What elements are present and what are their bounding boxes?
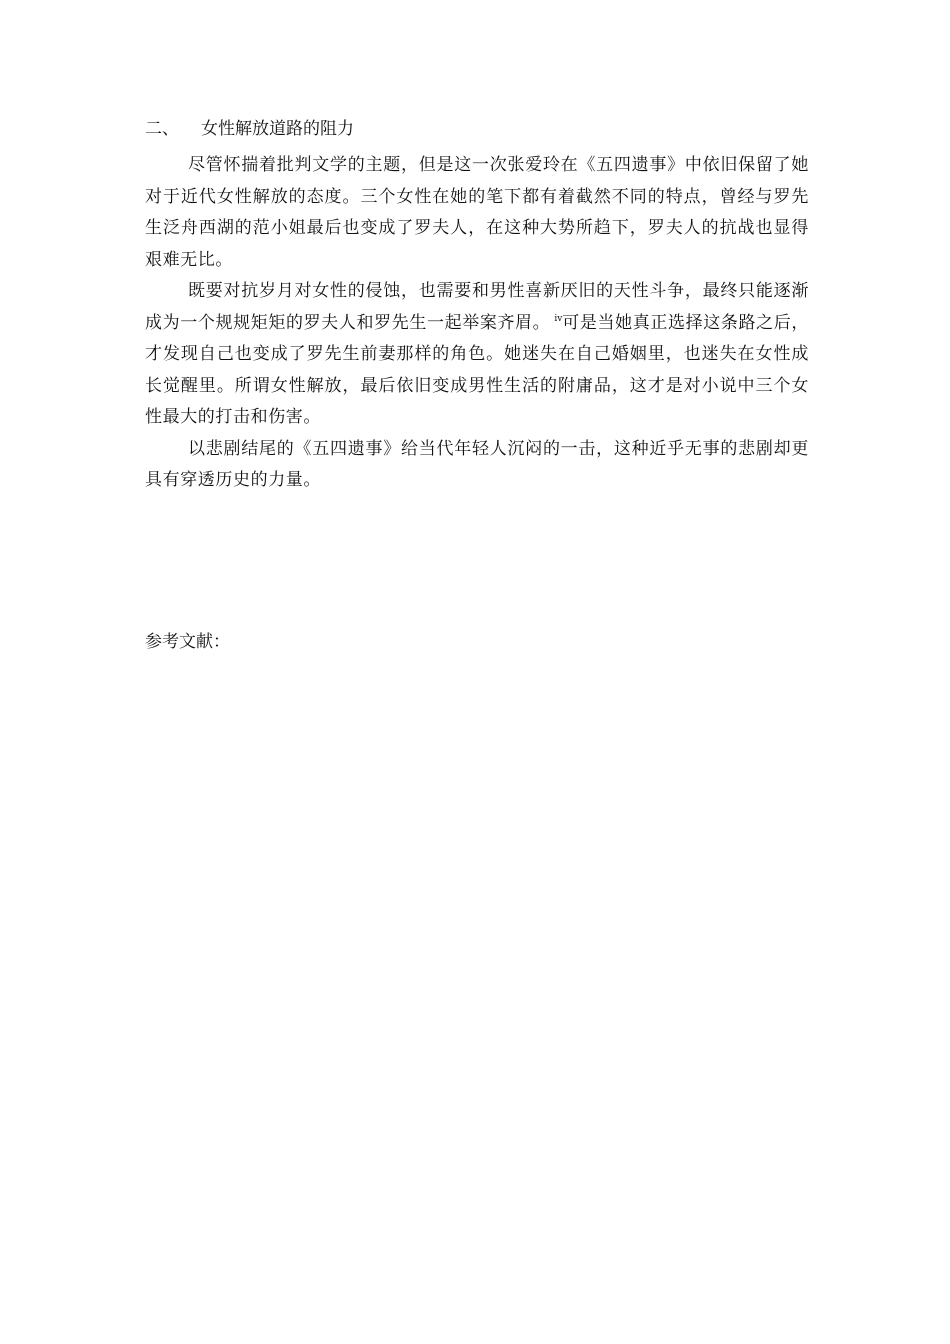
paragraph-2-part-2: 可是当她真正选择这条路之后，才发现自己也变成了罗先生前妻那样的角色。她迷失在自己婚姻里，也迷失在女性成长觉醒里。所谓女性解放，最后依旧变成男性生活的附庸品，这才是对小说中三个女性最大的打击和伤害。	[145, 312, 809, 427]
section-title: 女性解放道路的阻力	[201, 119, 354, 139]
references-heading: 参考文献：	[145, 632, 230, 652]
paragraph-2	[145, 276, 809, 434]
paragraph-1: 尽管怀揣着批判文学的主题，但是这一次张爱玲在《五四遗事》中依旧保留了她对于近代女性解放的态度。三个女性在她的笔下都有着截然不同的特点，曾经与罗先生泛舟西湖的范小姐最后也变成了罗夫人，在这种大势所趋下，罗夫人的抗战也显得艰难无比。	[145, 155, 809, 270]
paragraph-2-part-1: 既要对抗岁月对女性的侵蚀，也需要和男性喜新厌旧的天性斗争，最终只能逐渐成为一个规规矩矩的罗夫人和罗先生一起举案齐眉。	[145, 281, 809, 333]
endnote-marker[interactable]: iv	[554, 313, 563, 324]
paragraph-3: 以悲剧结尾的《五四遗事》给当代年轻人沉闷的一击，这种近乎无事的悲剧却更具有穿透历史的力量。	[145, 438, 809, 490]
section-number: 二、	[145, 119, 179, 139]
body-text	[145, 150, 809, 497]
section-heading	[145, 118, 354, 140]
